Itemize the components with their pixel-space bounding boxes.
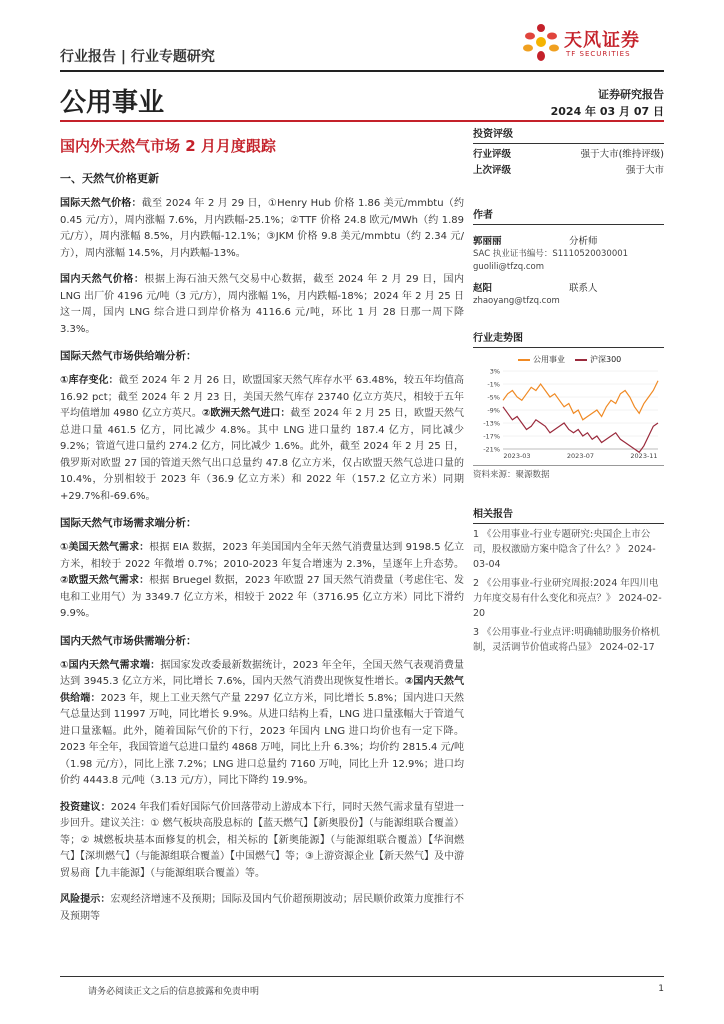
prev-rating-row [473,163,664,179]
para-lead: 国际天然气价格： [60,198,142,209]
supply-heading: 国际天然气市场供给端分析： [60,350,197,362]
sidebar [473,122,664,659]
related-report-item[interactable]: 3 《公用事业-行业点评:明确辅助服务价格机制，灵活调节价值或将凸显》 2024-02-17 [473,627,660,653]
y-tick-label: 3% [489,367,500,376]
related-heading: 相关报告 [473,502,664,524]
y-tick-label: -5% [487,393,500,402]
logo-mark-icon [520,20,562,64]
main-content [60,170,464,935]
author-name: 赵阳 [473,283,493,294]
header-category: 行业报告 | 行业专题研究 [60,49,215,65]
para-lead: ①美国天然气需求： [60,542,150,553]
author-heading: 作者 [473,203,664,225]
para-lead: ①库存变化： [60,375,119,386]
sector-title: 公用事业 [60,88,165,118]
domestic-paragraph [60,658,464,790]
logo-subtext: TF SECURITIES [566,50,631,58]
para-lead: ②欧洲天然气进口： [201,408,291,419]
legend-swatch [518,359,530,361]
y-tick-label: -1% [487,380,500,389]
domestic-price-paragraph [60,272,464,338]
para-text: 根据 Bruegel 数据，2023 年欧盟 27 国天然气消费量（考虑住宅、发电和工业用气）为 3349.7 亿立方米，相较于 2022 年（3716.95 亿立方米）同比下滑约 9.9%。 [60,575,464,619]
legend-label: 沪深300 [590,355,622,364]
legend-swatch [575,359,587,361]
industry-rating-row [473,147,664,163]
demand-heading: 国际天然气市场需求端分析： [60,517,197,529]
author-email[interactable]: zhaoyang@tfzq.com [473,296,560,306]
x-tick-label: 2023-07 [566,452,595,460]
y-tick-label: -13% [483,419,500,428]
para-text: 据国家发改委最新数据统计，2023 年全年，全国天然气表观消费量达到 3945.3 亿立方米，同比增长 7.6%，国内天然气消费出现恢复性增长。 [60,659,464,687]
industry-rating-label: 行业评级 [473,149,512,160]
author-1 [473,229,664,274]
series-line [503,381,658,420]
author-sac: SAC 执业证书编号：S1110520030001 [473,249,629,259]
para-text: 截至 2024 年 2 月 25 日，欧盟天然气总进口量 461.5 亿方，同比减少 4.8%。其中 LNG 进口量约 187.4 亿方，同比减少 9.2%；管道气进口量约 274.2 亿方，同比减少 1.6%。此外，截至 2024 年 2 月 25 日，俄罗斯对欧盟 27 国的管道天然气出口总量约 47.8 亿立方米，仅占欧盟天然气总进口量的 10.4%，分别相较于 2023 年（36.9 亿立方米）和 2022 年（157.2 亿立方米）同期+29.7%和-69.6%。 [60,408,465,502]
para-lead: ②欧盟天然气需求： [60,575,150,586]
author-role: 联系人 [569,283,598,294]
rating-heading: 投资评级 [473,122,664,144]
logo-text: 天风证券 [564,30,640,51]
domestic-heading: 国内天然气市场供需端分析： [60,634,197,647]
para-text: 2023 年，规上工业天然气产量 2297 亿立方米，同比增长 5.8%；国内进口天然气总量达到 11997 万吨，同比增长 9.9%。从进口结构上看，LNG 进口量涨幅大于管道气进口量涨幅。此外，随着国际气价的下行，2023 年国内 LNG 进口均价也有一定下降。2023 年全年，我国管道气总进口量约 4868 万吨，同比上升 6.3%；均价约 2815.4 元/吨（1.98 元/方），同比上涨 7.2%；LNG 进口总量约 7160 万吨，同比上升 12.9%；进口均价约 4443.8 元/吨（3.13 元/方），同比下降约 19.9%。 [60,692,464,786]
related-report-item[interactable]: 2 《公用事业-行业研究周报:2024 年四川电力年度交易有什么变化和亮点？》 2024-02-20 [473,578,662,619]
report-title: 国内外天然气市场 2 月月度跟踪 [60,137,276,155]
report-meta [551,86,664,120]
risk-paragraph [60,892,464,925]
demand-paragraph [60,540,464,623]
y-tick-label: -9% [487,406,500,415]
industry-rating-value: 强于大市(维持评级) [580,149,664,160]
report-type: 证券研究报告 [598,88,664,101]
footer-disclaimer: 请务必阅读正文之后的信息披露和免责申明 [88,987,260,997]
industry-trend-chart [473,365,664,461]
author-name: 郭丽丽 [473,236,502,247]
para-lead: ①国内天然气需求端： [60,659,161,671]
para-text: 宏观经济增速不及预期；国际及国内气价超预期波动；居民顺价政策力度推行不及预期等 [60,894,465,922]
related-list [473,527,664,655]
para-text: 2024 年我们看好国际气价回落带动上游成本下行，同时天然气需求量有望进一步回升。建议关注：① 燃气板块高股息标的【蓝天燃气】【新奥股份】（与能源组联合覆盖）等；② 城燃板块基本面修复的机会，相关标的【新奥能源】（与能源组联合覆盖）【华润燃气】【深圳燃气】（与能源组联合覆盖）【中国燃气】等；③上游资源企业【新天然气】及中游贸易商【九丰能源】（与能源组联合覆盖）等。 [60,801,464,879]
chart-legend [518,354,664,365]
header-divider [60,70,664,72]
legend-item [518,354,565,365]
footer-divider [60,976,664,977]
page-number: 1 [658,984,664,994]
x-tick-label: 2023-03 [503,452,531,460]
para-text: 截至 2024 年 2 月 29 日，①Henry Hub 价格 1.86 美元/mmbtu（约 0.45 元/方），周内涨幅 7.6%，月内跌幅-25.1%；②TTF 价格 24.8 欧元/MWh（约 1.89 元/方），周内涨幅 8.5%，月内跌幅-12.1%；③JKM 价格 9.8 美元/mmbtu（约 2.34 元/方），周内涨幅 14.5%，月内跌幅-13%。 [60,198,465,259]
author-2 [473,276,664,308]
para-lead: 国内天然气价格： [60,274,145,285]
intl-price-paragraph [60,196,464,262]
tf-securities-logo [520,20,670,68]
legend-item [575,354,621,365]
prev-rating-label: 上次评级 [473,165,512,176]
y-tick-label: -17% [483,432,500,441]
investment-paragraph [60,800,464,883]
author-role: 分析师 [569,236,598,247]
chart-heading: 行业走势图 [473,326,664,348]
y-tick-label: -21% [483,445,500,454]
para-text: 根据上海石油天然气交易中心数据，截至 2024 年 2 月 29 日，国内 LNG 出厂价 4196 元/吨（3 元/方），周内涨幅 1%，月内跌幅-18%；2024 年 2 月 25 日这一周，国内 LNG 综合进口到岸价格为 4116.6 元/吨，环比 1 月 28 日那一周下降 3.3%。 [60,274,465,335]
para-lead: ②国内天然气供给端： [60,676,464,704]
para-lead: 投资建议： [60,801,111,813]
supply-paragraph [60,373,464,505]
legend-label: 公用事业 [533,355,565,364]
para-lead: 风险提示： [60,894,111,905]
x-tick-label: 2023-11 [630,452,658,460]
section-title: 一、天然气价格更新 [60,172,159,185]
report-date: 2024 年 03 月 07 日 [550,105,664,118]
author-email[interactable]: guolili@tfzq.com [473,262,544,272]
para-text: 截至 2024 年 2 月 26 日，欧盟国家天然气库存水平 63.48%，较五年均值高 16.92 pct；截至 2024 年 2 月 23 日，美国天然气库存 23740 亿立方英尺，相较于五年平均值增加 4980 亿立方英尺。 [60,375,465,419]
related-report-item[interactable]: 1 《公用事业-行业专题研究:央国企上市公司，股权激励方案中隐含了什么？》 2024-03-04 [473,529,656,570]
prev-rating-value: 强于大市 [625,165,664,176]
para-text: 根据 EIA 数据，2023 年美国国内全年天然气消费量达到 9198.5 亿立方米，相较于 2022 年微增 0.7%；2010-2023 年复合增速为 2.3%，呈逐年上升态势。 [60,542,464,570]
chart-source: 资料来源：聚源数据 [473,465,664,482]
